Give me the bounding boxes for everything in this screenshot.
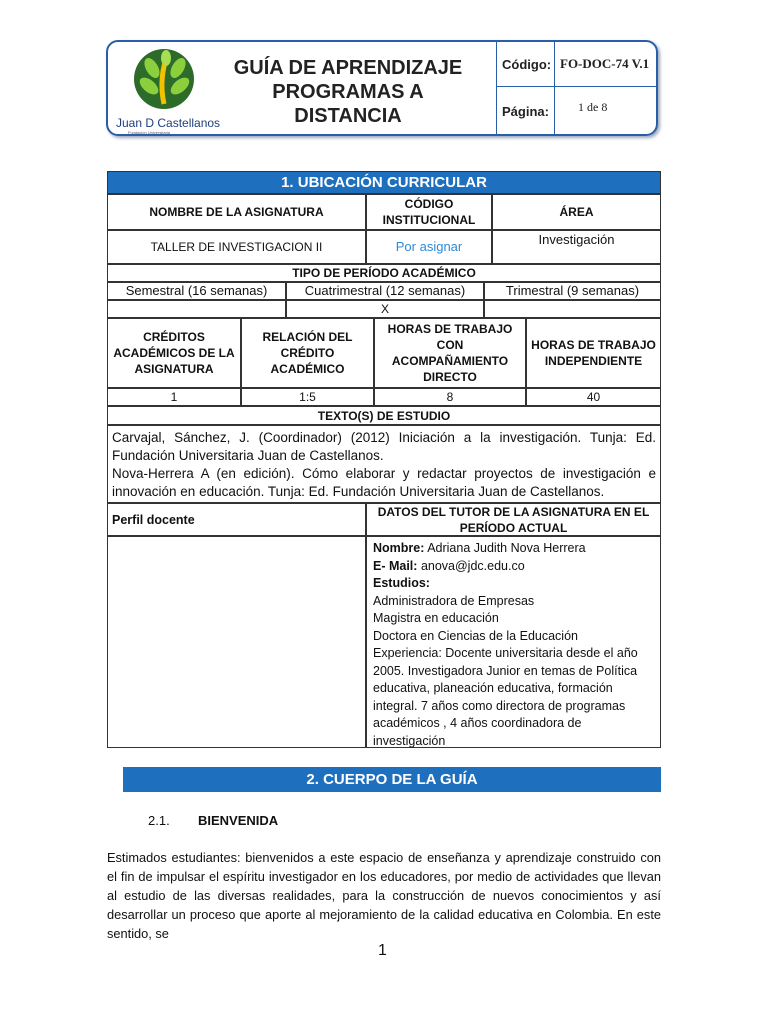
header-area: ÁREA	[492, 194, 661, 230]
logo-name: Juan D Castellanos	[116, 116, 221, 130]
subsection-number: 2.1.	[148, 813, 170, 828]
perfil-docente-label: Perfil docente	[107, 503, 366, 536]
header-codigo-institucional: CÓDIGO INSTITUCIONAL	[366, 194, 492, 230]
relacion-value: 1:5	[241, 388, 374, 406]
tutor-experiencia: Experiencia: Docente universitaria desde el año 2005. Investigadora Junior en temas de Política educativa, planeación educativa, formación integral. 7 años como directora de programas académicos , 4 años coordinadora de investigación	[373, 646, 638, 748]
area-value: Investigación	[492, 230, 661, 264]
pagina-value: 1 de 8	[578, 100, 608, 114]
document-title	[218, 56, 478, 128]
textos-title: TEXTO(S) DE ESTUDIO	[107, 406, 661, 425]
tutor-nombre: Adriana Judith Nova Herrera	[427, 541, 586, 555]
periodo-trimestral-mark	[484, 300, 661, 318]
pagina-label: Página:	[502, 104, 549, 119]
periodo-semestral: Semestral (16 semanas)	[107, 282, 286, 300]
periodo-title: TIPO DE PERÍODO ACADÉMICO	[107, 264, 661, 282]
document-header	[106, 40, 658, 136]
subsection-heading	[148, 813, 278, 828]
texto-2: Nova-Herrera A (en edición). Cómo elaborar y redactar proyectos de investigación e innovación en educación. Tunja: Ed. Fundación Universitaria Juan de Castellanos.	[112, 466, 656, 499]
tutor-estudio-2: Magistra en educación	[373, 611, 499, 625]
nombre-asignatura: TALLER DE INVESTIGACION II	[107, 230, 366, 264]
olive-branch-logo-icon	[114, 46, 214, 116]
section-1-title: 1. UBICACIÓN CURRICULAR	[107, 171, 661, 194]
periodo-cuatrimestral-mark: X	[286, 300, 484, 318]
header-relacion: RELACIÓN DEL CRÉDITO ACADÉMICO	[241, 318, 374, 388]
header-nombre-asignatura: NOMBRE DE LA ASIGNATURA	[107, 194, 366, 230]
header-divider	[496, 86, 656, 87]
codigo-value: FO-DOC-74 V.1	[560, 56, 650, 71]
tutor-title: DATOS DEL TUTOR DE LA ASIGNATURA EN EL PERÍODO ACTUAL	[366, 503, 661, 536]
header-divider	[496, 42, 497, 134]
perfil-docente-value	[107, 536, 366, 748]
header-creditos: CRÉDITOS ACADÉMICOS DE LA ASIGNATURA	[107, 318, 241, 388]
textos-estudio	[107, 425, 661, 503]
periodo-cuatrimestral: Cuatrimestral (12 semanas)	[286, 282, 484, 300]
horas-independiente-value: 40	[526, 388, 661, 406]
tutor-estudios-label: Estudios:	[373, 576, 430, 590]
tutor-estudio-1: Administradora de Empresas	[373, 593, 535, 608]
section-2-title: 2. CUERPO DE LA GUÍA	[123, 767, 661, 792]
tutor-details	[366, 536, 661, 748]
codigo-institucional: Por asignar	[366, 230, 492, 264]
tutor-nombre-label: Nombre:	[373, 541, 425, 555]
tutor-email-label: E- Mail:	[373, 558, 418, 573]
title-line-2: PROGRAMAS A DISTANCIA	[272, 81, 424, 127]
texto-1: Carvajal, Sánchez, J. (Coordinador) (2012) Iniciación a la investigación. Tunja: Ed. Fundación Universitaria Juan de Castellanos.	[112, 430, 656, 463]
tutor-email: anova@jdc.edu.co	[420, 558, 525, 573]
header-divider	[554, 42, 555, 134]
title-line-1: GUÍA DE APRENDIZAJE	[233, 57, 463, 79]
bienvenida-paragraph: Estimados estudiantes: bienvenidos a este espacio de enseñanza y aprendizaje construido con el fin de impulsar el espíritu investigador en los educadores, por medio de actividades que llevan al estudio de las diversas realidades, para la construcción de nuevos conocimientos y así desarrollar un proceso que aporte al mejoramiento de la calidad educativa en Colombia. En este sentido, se	[107, 850, 661, 941]
header-horas-directo: HORAS DE TRABAJO CON ACOMPAÑAMIENTO DIRECTO	[374, 318, 526, 388]
horas-directo-value: 8	[374, 388, 526, 406]
tutor-estudio-3: Doctora en Ciencias de la Educación	[373, 628, 578, 643]
subsection-title: BIENVENIDA	[198, 813, 279, 828]
creditos-value: 1	[107, 388, 241, 406]
header-horas-independiente: HORAS DE TRABAJO INDEPENDIENTE	[526, 318, 661, 388]
periodo-trimestral: Trimestral (9 semanas)	[484, 282, 661, 300]
institution-logo	[114, 46, 221, 135]
logo-subtitle: Fundación Universitaria	[128, 130, 171, 135]
periodo-semestral-mark	[107, 300, 286, 318]
page-number: 1	[378, 942, 387, 959]
codigo-label: Código:	[502, 57, 552, 72]
